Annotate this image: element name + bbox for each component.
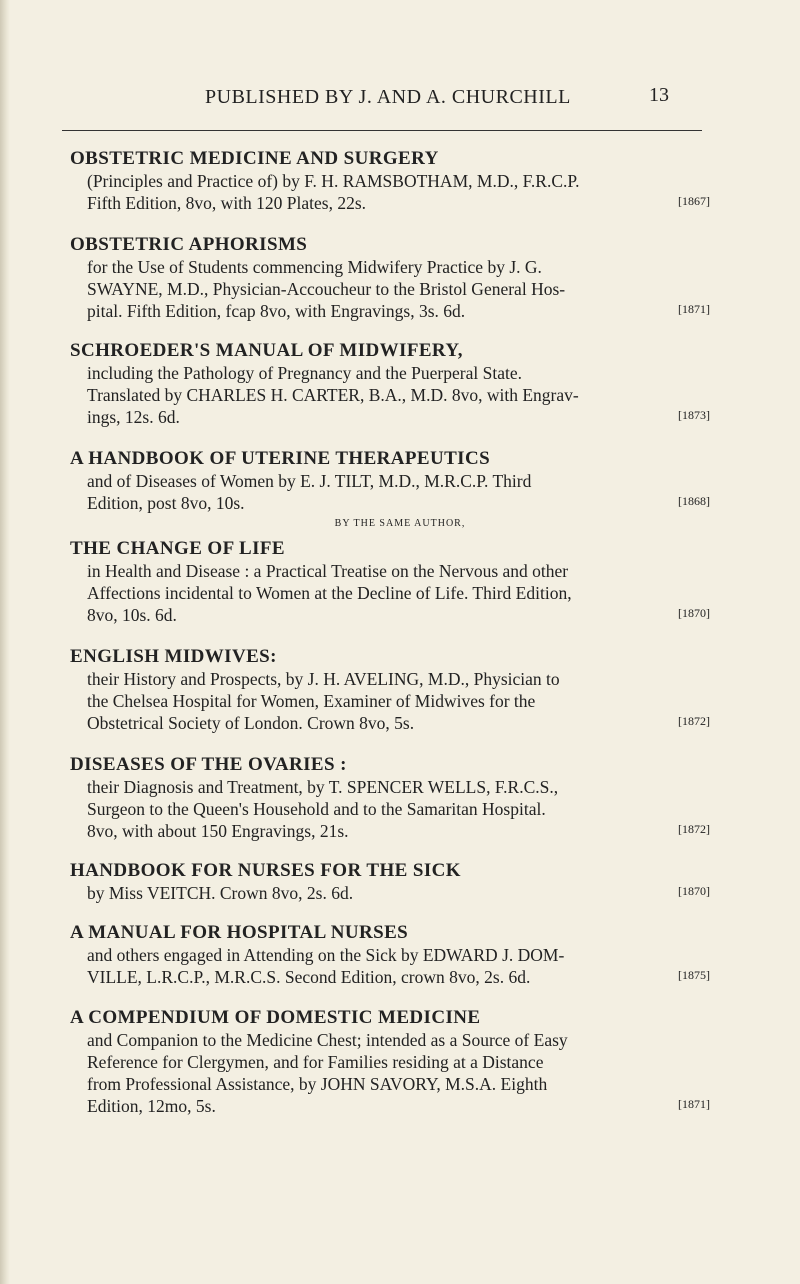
book-title: ENGLISH MIDWIVES: [70, 646, 277, 667]
book-entry [70, 922, 710, 988]
publication-year: [1871] [678, 1097, 710, 1111]
description-text: by Miss VEITCH. Crown 8vo, 2s. 6d. [87, 883, 354, 903]
book-description [70, 560, 710, 626]
publication-year: [1871] [678, 302, 710, 316]
publication-year: [1872] [678, 822, 710, 836]
description-text: (Principles and Practice of) by F. H. RAMSBOTHAM, M.D., F.R.C.P. Fifth Edition, 8vo, with 120 Plates, 22s. [87, 171, 580, 213]
book-description [70, 362, 710, 428]
description-text: and of Diseases of Women by E. J. TILT, M.D., M.R.C.P. Third Edition, post 8vo, 10s. [87, 471, 532, 513]
book-description [70, 668, 710, 734]
book-title: OBSTETRIC MEDICINE AND SURGERY [70, 148, 439, 169]
book-title: OBSTETRIC APHORISMS [70, 234, 308, 255]
book-title: DISEASES OF THE OVARIES : [70, 754, 347, 775]
description-text: in Health and Disease : a Practical Treatise on the Nervous and other Affections incidental to Women at the Decline of Life. Third Edition, 8vo, 10s. 6d. [87, 561, 572, 625]
description-text: and others engaged in Attending on the Sick by EDWARD J. DOM- VILLE, L.R.C.P., M.R.C.S. Second Edition, crown 8vo, 2s. 6d. [87, 945, 565, 987]
publication-year: [1868] [678, 494, 710, 508]
publication-year: [1870] [678, 606, 710, 620]
book-description [70, 170, 710, 214]
book-title: A HANDBOOK OF UTERINE THERAPEUTICS [70, 448, 491, 469]
book-description [70, 470, 710, 514]
book-entry [70, 148, 710, 214]
book-entry [70, 340, 710, 428]
book-description [70, 944, 710, 988]
description-text: their History and Prospects, by J. H. AVELING, M.D., Physician to the Chelsea Hospital for Women, Examiner of Midwives for the Obstetrical Society of London. Crown 8vo, 5s. [87, 669, 560, 733]
publication-year: [1872] [678, 714, 710, 728]
book-title: HANDBOOK FOR NURSES FOR THE SICK [70, 860, 461, 881]
page-edge-shadow [0, 0, 10, 1284]
description-text: including the Pathology of Pregnancy and the Puerperal State. Translated by CHARLES H. CARTER, B.A., M.D. 8vo, with Engrav- ings, 12s. 6d. [87, 363, 579, 427]
book-entry [70, 234, 710, 322]
page-number: 13 [649, 84, 669, 106]
book-entry [70, 1007, 710, 1117]
publication-year: [1873] [678, 408, 710, 422]
publication-year: [1867] [678, 194, 710, 208]
book-entry [70, 538, 710, 626]
description-text: and Companion to the Medicine Chest; intended as a Source of Easy Reference for Clergymen, and for Families residing at a Distance from Professional Assistance, by JOHN SAVORY, M.S.A. Eighth Edition, 12mo, 5s. [87, 1030, 568, 1116]
book-description [70, 776, 710, 842]
book-description [70, 882, 710, 904]
book-title: A COMPENDIUM OF DOMESTIC MEDICINE [70, 1007, 481, 1028]
publication-year: [1870] [678, 884, 710, 898]
book-title: THE CHANGE OF LIFE [70, 538, 285, 559]
book-title: A MANUAL FOR HOSPITAL NURSES [70, 922, 409, 943]
book-entry [70, 646, 710, 734]
by-same-author-note: BY THE SAME AUTHOR, [334, 518, 466, 529]
description-text: for the Use of Students commencing Midwifery Practice by J. G. SWAYNE, M.D., Physician-Accoucheur to the Bristol General Hos- pital. Fifth Edition, fcap 8vo, with Engravings, 3s. 6d. [87, 257, 566, 321]
header-rule [62, 130, 702, 131]
book-entry [70, 448, 710, 514]
publication-year: [1875] [678, 968, 710, 982]
running-header: PUBLISHED BY J. AND A. CHURCHILL [205, 86, 571, 108]
description-text: their Diagnosis and Treatment, by T. SPENCER WELLS, F.R.C.S., Surgeon to the Queen's Household and to the Samaritan Hospital. 8vo, with about 150 Engravings, 21s. [87, 777, 559, 841]
book-entry [70, 754, 710, 842]
book-description [70, 1029, 710, 1117]
book-description [70, 256, 710, 322]
book-entry [70, 860, 710, 904]
book-title: SCHROEDER'S MANUAL OF MIDWIFERY, [70, 340, 463, 361]
